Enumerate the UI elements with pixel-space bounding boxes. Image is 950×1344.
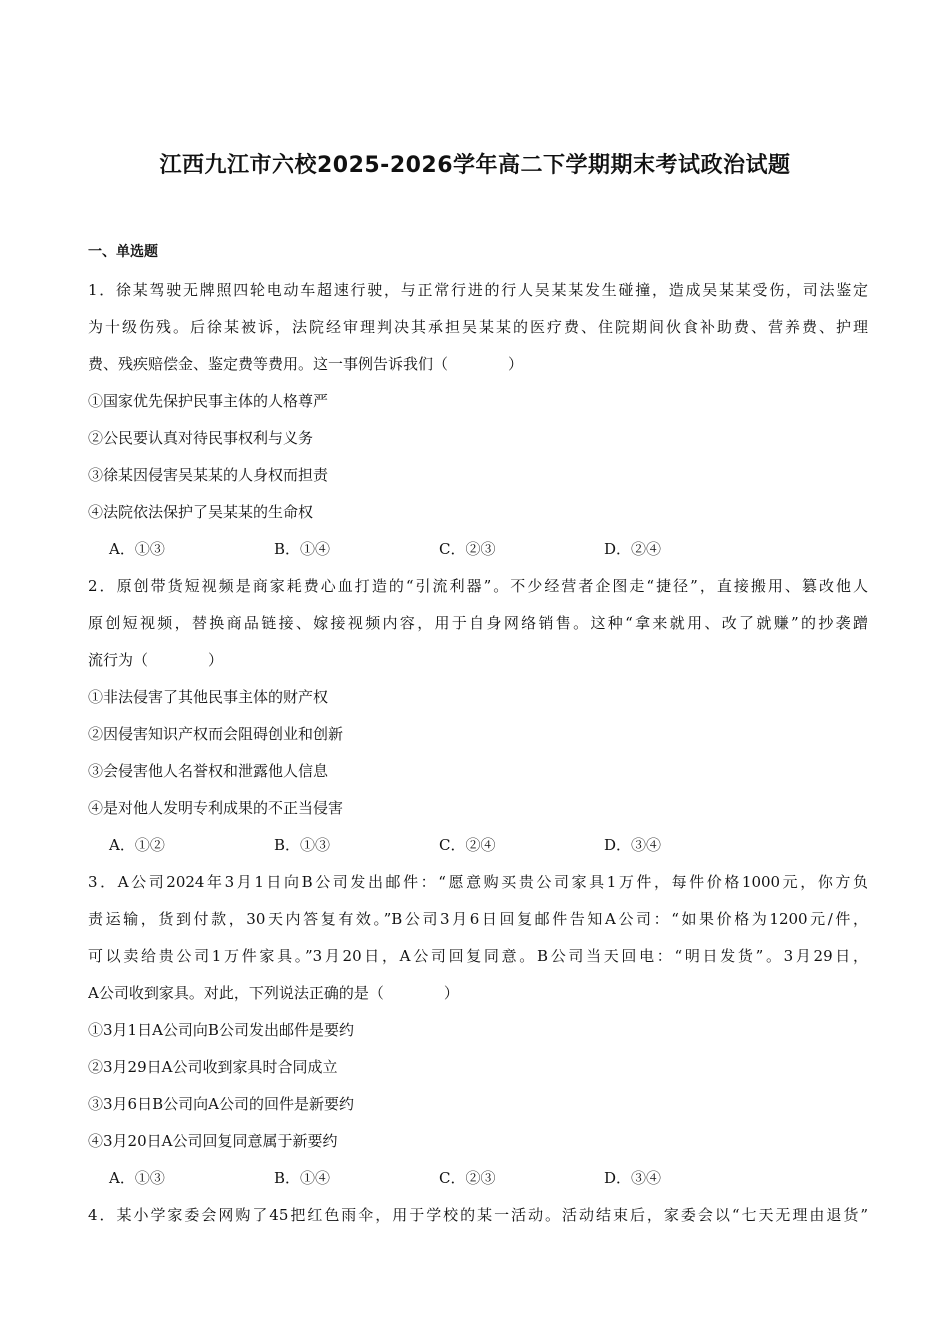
statement-option: ③徐某因侵害吴某某的人身权而担责 (88, 466, 329, 484)
question-stem-line: 4．某小学家委会网购了45把红色雨伞，用于学校的某一活动。活动结束后，家委会以“七天无理由退货” (88, 1206, 868, 1224)
choice-d: D．③④ (604, 836, 662, 854)
choice-b: B．①③ (274, 836, 331, 854)
exam-content (88, 240, 868, 1234)
statement-option: ①国家优先保护民事主体的人格尊严 (88, 392, 329, 410)
statement-option: ②3月29日A公司收到家具时合同成立 (88, 1058, 338, 1076)
choice-b: B．①④ (274, 1169, 331, 1187)
question-1 (88, 272, 868, 568)
question-stem-line: 为十级伤残。后徐某被诉，法院经审理判决其承担吴某某的医疗费、住院期间伙食补助费、营养费、护理 (88, 318, 868, 336)
statement-option: ③会侵害他人名誉权和泄露他人信息 (88, 762, 329, 780)
choice-d: D．②④ (604, 540, 662, 558)
answer-choices (88, 1160, 868, 1197)
statement-option: ②因侵害知识产权而会阻碍创业和创新 (88, 725, 344, 743)
question-3 (88, 864, 868, 1197)
statement-option: ④3月20日A公司回复同意属于新要约 (88, 1132, 338, 1150)
statement-option: ③3月6日B公司向A公司的回件是新要约 (88, 1095, 354, 1113)
choice-a: A．①② (109, 836, 165, 854)
question-stem-line: 1．徐某驾驶无牌照四轮电动车超速行驶，与正常行进的行人吴某某发生碰撞，造成吴某某受伤，司法鉴定 (88, 281, 868, 299)
statement-option: ④法院依法保护了吴某某的生命权 (88, 503, 314, 521)
question-stem-line: 原创短视频，替换商品链接、嫁接视频内容，用于自身网络销售。这种“拿来就用、改了就赚”的抄袭蹭 (88, 614, 868, 632)
choice-b: B．①④ (274, 540, 331, 558)
answer-choices (88, 827, 868, 864)
choice-c: C．②③ (439, 540, 496, 558)
question-stem-line: 可以卖给贵公司1万件家具。”3月20日，A公司回复同意。B公司当天回电：“明日发货”。3月29日， (88, 947, 868, 965)
choice-a: A．①③ (109, 1169, 165, 1187)
question-stem-line: A公司收到家具。对此，下列说法正确的是（ ） (88, 984, 459, 1002)
choice-c: C．②③ (439, 1169, 496, 1187)
choice-d: D．③④ (604, 1169, 662, 1187)
answer-choices (88, 531, 868, 568)
statement-option: ④是对他人发明专利成果的不正当侵害 (88, 799, 344, 817)
statement-option: ①非法侵害了其他民事主体的财产权 (88, 688, 329, 706)
question-2 (88, 568, 868, 864)
choice-a: A．①③ (109, 540, 165, 558)
statement-option: ②公民要认真对待民事权利与义务 (88, 429, 314, 447)
question-stem-line: 2．原创带货短视频是商家耗费心血打造的“引流利器”。不少经营者企图走“捷径”，直接搬用、篡改他人 (88, 577, 868, 595)
question-stem-line: 责运输，货到付款，30天内答复有效。”B公司3月6日回复邮件告知A公司：“如果价格为1200元/件， (88, 910, 868, 928)
page-title: 江西九江市六校2025-2026学年高二下学期期末考试政治试题 (159, 153, 791, 178)
question-stem-line: 3．A公司2024年3月1日向B公司发出邮件：“愿意购买贵公司家具1万件，每件价格1000元，你方负 (88, 873, 868, 891)
question-4 (88, 1197, 868, 1234)
question-stem-line: 流行为（ ） (88, 651, 224, 669)
section-heading: 一、单选题 (88, 244, 158, 260)
choice-c: C．②④ (439, 836, 496, 854)
statement-option: ①3月1日A公司向B公司发出邮件是要约 (88, 1021, 354, 1039)
question-stem-line: 费、残疾赔偿金、鉴定费等费用。这一事例告诉我们（ ） (88, 355, 524, 373)
